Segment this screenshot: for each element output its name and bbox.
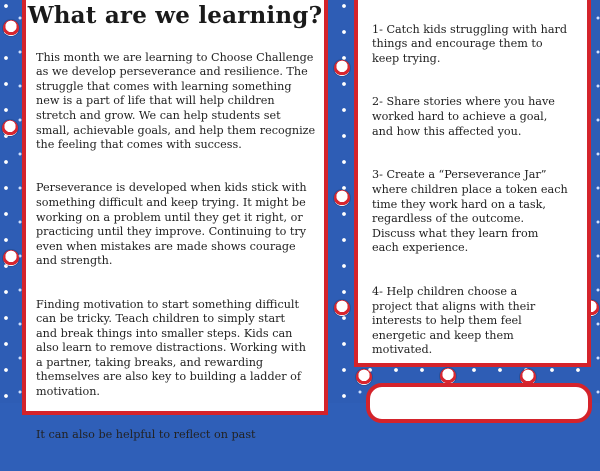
paragraph: It can also be helpful to reflect on past — [36, 428, 256, 442]
next-section-panel — [366, 383, 592, 423]
snowman-ornament-icon — [3, 250, 19, 266]
paragraph: Finding motivation to start something difficult can be tricky. Teach children to simply start and break things into smaller steps. Kids can also learn to remove distractions. Working with a partner, taking breaks, and rewarding themselves are also key to building a ladder of motivation. — [36, 297, 306, 399]
tip-item: 1- Catch kids struggling with hard things and encourage them to keep trying. — [372, 22, 568, 65]
snowman-ornament-icon — [3, 20, 19, 36]
tip-item: 4- Help children choose a project that aligns with their interests to help them feel energetic and keep them motivated. — [372, 285, 536, 357]
page-title: What are we learning? — [27, 2, 323, 29]
learning-panel — [22, 0, 328, 442]
snowman-ornament-icon — [2, 120, 18, 136]
tips-list — [372, 8, 578, 387]
tip-item: 2- Share stories where you have worked hard to achieve a goal, and how this affected you. — [372, 95, 555, 138]
tip-item: 3- Create a “Perseverance Jar” where children place a token each time they work hard on a task, regardless of the outcome. Discuss what they learn from each experience. — [372, 168, 568, 255]
tips-panel — [354, 0, 591, 367]
learning-body — [36, 36, 318, 471]
snowman-ornament-icon — [334, 60, 350, 76]
snowman-ornament-icon — [356, 369, 372, 385]
paragraph: Perseverance is developed when kids stick with something difficult and keep trying. It might be working on a problem until they get it right, or practicing until they improve. Continuing to try even when mistakes are made shows courage and strength. — [36, 181, 307, 268]
paragraph: This month we are learning to Choose Challenge as we develop perseverance and resilience. The struggle that comes with learning something new is a part of life that will help children stretch and grow. We can help students set small, achievable goals, and help them recognize the feeling that comes with success. — [36, 50, 316, 152]
snowman-ornament-icon — [334, 300, 350, 316]
snowman-ornament-icon — [334, 190, 350, 206]
